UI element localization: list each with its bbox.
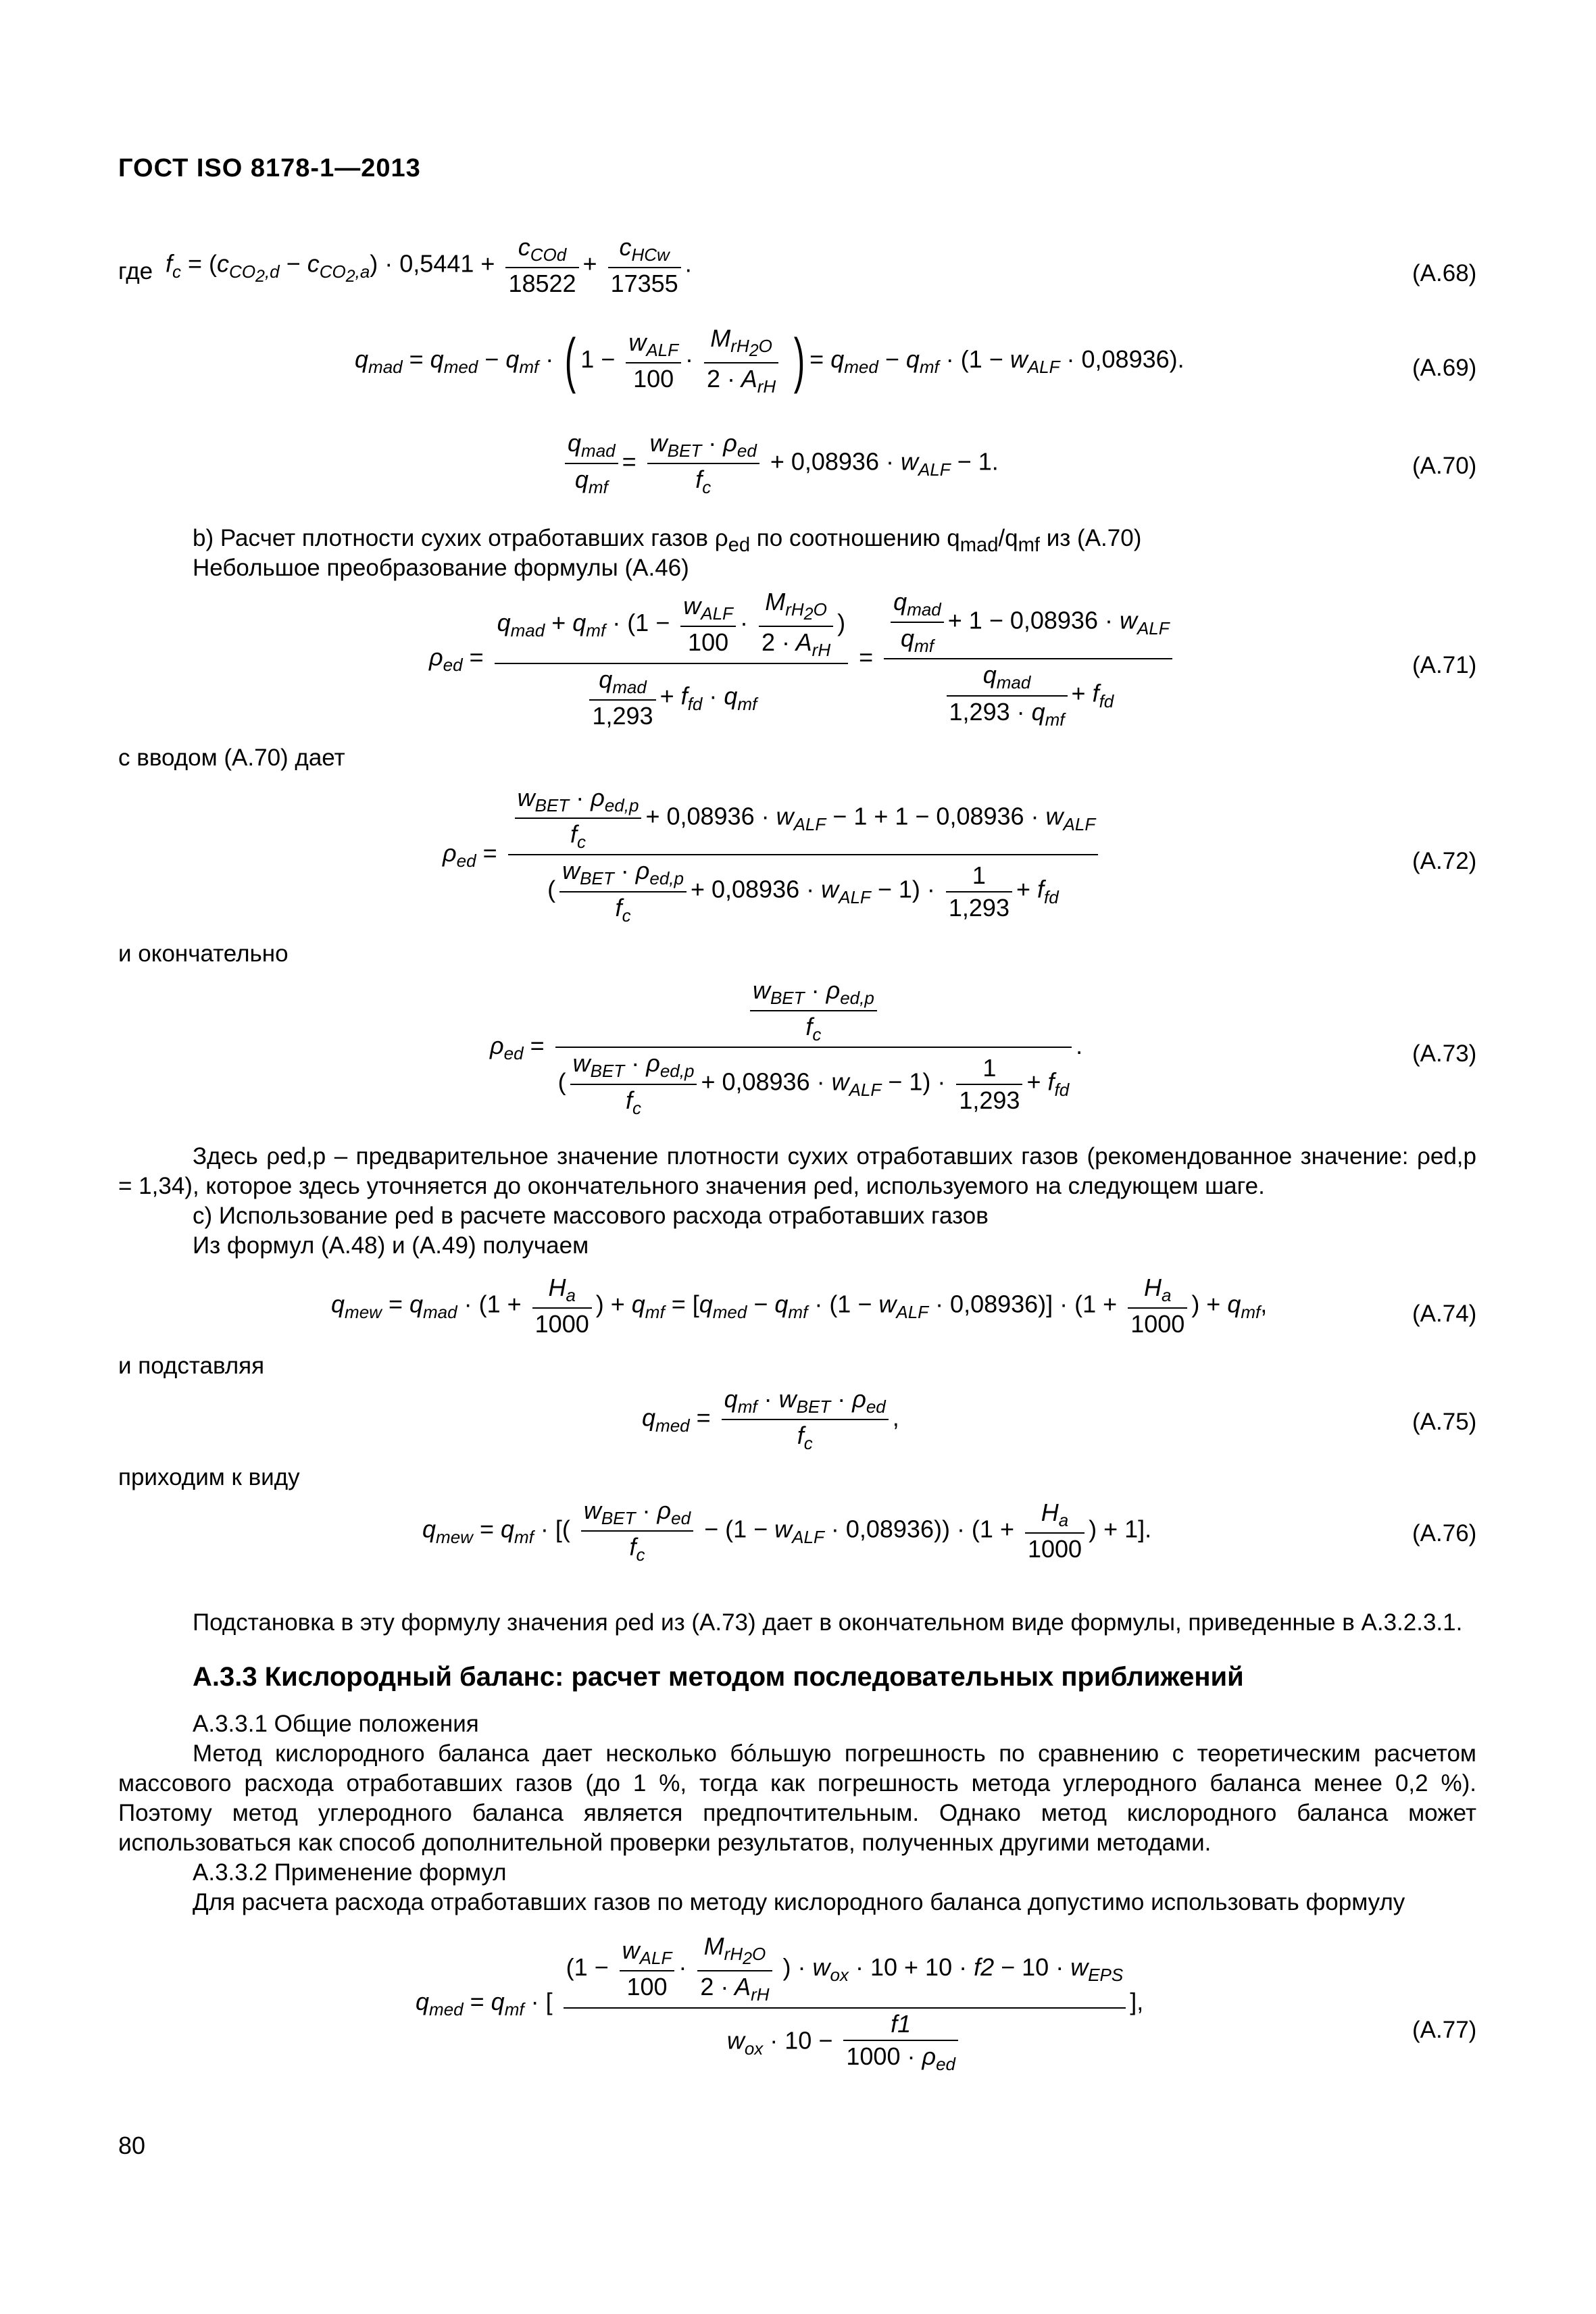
formula-a68: $f_c = (c_{CO_2,d} - c_{CO_2,a}) \cdot 0,5441$ + $c_{COd}$ 18522 + $c_{HCw}$ 17355 . — [166, 233, 692, 298]
eq-number-a70: (A.70) — [1412, 453, 1477, 479]
eq-number-a68: (A.68) — [1412, 260, 1477, 286]
label-gde: где — [118, 258, 153, 284]
formula-a72: $\rho_{ed}$ = $w_{BET} \cdot \rho_{ed,p}$ $f_c$ + $0,08936 \cdot w_{ALF} - 1 + 1 - 0,08936 \cdot w_{ALF}$ ( $w_{BET} \cdot \rho_{ed,p}$ $f_c$ + $0,08936 \cdot w_{ALF} - 1$) · $\frac{1}{1,293}$ + $f_{fd}$ — [443, 784, 1102, 926]
text-b-line: b) Расчет плотности сухих отработавших газов $\rho_{ed}$ по соотношению $q_{mad}/q_{mf}$ из (A.70) — [193, 525, 1142, 556]
eq-number-a76: (A.76) — [1412, 1520, 1477, 1546]
text-s332: А.3.3.2 Применение формул — [193, 1859, 507, 1886]
formula-a71: $\rho_{ed}$ = $q_{mad} + q_{mf} \cdot (1$ − $w_{ALF}$ 100 · $M_{rH_2O}$ $2 \cdot A_{rH}$ ) $q_{mad}$ 1,293 + $f_{fd} \cdot q_{mf}$ = $q_{mad}$ $q_{mf}$ + $1 - 0,08936 \cdot w_{ALF}$ $q_{mad}$ $1,293 \cdot q_{mf}$ + $f_{fd}$ — [429, 588, 1176, 730]
formula-a74: $q_{mew} = q_{mad} \cdot (1$ + $\frac{H_a}{1000}$ ) + $q_{mf} = [q_{med} - q_{mf} \cdot (1 - w_{ALF} \cdot 0,08936)] \cdot (1$ + $\frac{H_a}{1000}$ ) + $q_{mf}$, — [331, 1274, 1268, 1338]
text-s-vvodom: с вводом (A.70) дает — [118, 745, 345, 771]
text-iz-formul: Из формул (A.48) и (A.49) получаем — [193, 1232, 589, 1259]
text-podstanovka: Подстановка в эту формулу значения ρed из (A.73) дает в окончательном виде формулы, приведенные в A.3.2.3.1. — [193, 1609, 1463, 1636]
eq-number-a77: (A.77) — [1412, 2017, 1477, 2043]
text-i-podst: и подставляя — [118, 1353, 265, 1379]
formula-a77: $q_{med} = q_{mf}$ · [ (1 − $w_{ALF}$ 100 · $M_{rH_2O}$ $2 \cdot A_{rH}$ ) · $w_{ox} \cdot 10 + 10 \cdot f2 - 10 \cdot w_{EPS}$ $w_{ox} \cdot 10$ − f1 $1000 \cdot \rho_{ed}$ ], — [416, 1932, 1144, 2074]
text-i-okonch: и окончательно — [118, 940, 289, 967]
eq-number-a74: (A.74) — [1412, 1301, 1477, 1327]
text-c-line: с) Использование ρed в расчете массового расхода отработавших газов — [193, 1203, 989, 1229]
page-number: 80 — [118, 2132, 146, 2159]
text-b-line2: Небольшое преобразование формулы (A.46) — [193, 555, 689, 581]
eq-number-a71: (A.71) — [1412, 652, 1477, 678]
formula-a73: $\rho_{ed}$ = $w_{BET} \cdot \rho_{ed,p}$ $f_c$ ( $w_{BET} \cdot \rho_{ed,p}$ $f_c$ + $0,08936 \cdot w_{ALF} - 1$) · $\frac{1}{1,293}$ + $f_{fd}$ . — [490, 976, 1083, 1118]
formula-a76: $q_{mew} = q_{mf}$ · [( $w_{BET} \cdot \rho_{ed}$ $f_c$ − $(1 - w_{ALF} \cdot 0,08936)) \cdot (1$ + $\frac{H_a}{1000}$ ) + 1]. — [422, 1496, 1152, 1565]
eq-number-a73: (A.73) — [1412, 1040, 1477, 1067]
paragraph-zdes: Здесь ρed,p – предварительное значение плотности сухих отработавших газов (рекомендованное значение: ρed,p = 1,34), которое здесь уточняется до окончательного значения ρed, используемого на следующем шаге. — [118, 1143, 1476, 1199]
eq-number-a72: (A.72) — [1412, 848, 1477, 874]
formula-a69: $q_{mad} = q_{med} - q_{mf}$ · ( 1 − $w_{ALF}$ 100 · $M_{rH_2O}$ $2 \cdot A_{rH}$ ) = $q_{med} - q_{mf} \cdot (1 - w_{ALF} \cdot 0,08936)$. — [355, 324, 1184, 397]
document-header: ГОСТ ISO 8178-1—2013 — [118, 154, 421, 182]
paragraph-s331: Метод кислородного баланса дает несколько бóльшую погрешность по сравнению с теоретическим расчетом массового расхода отработавших газов (до 1 %, тогда как погрешность метода углеродного баланса менее 0,2 %). Поэтому метод углеродного баланса является предпочтительным. Однако метод кислородного баланса может использоваться как способ дополнительной проверки результатов, полученных другими методами. — [118, 1740, 1476, 1856]
text-prihodim: приходим к виду — [118, 1464, 300, 1490]
formula-a70: $q_{mad}$ $q_{mf}$ = $w_{BET} \cdot \rho_{ed}$ $f_c$ + $0,08936 \cdot w_{ALF} - 1$. — [561, 429, 999, 498]
eq-number-a75: (A.75) — [1412, 1409, 1477, 1435]
text-s332-body: Для расчета расхода отработавших газов по методу кислородного баланса допустимо использовать формулу — [193, 1889, 1405, 1915]
eq-number-a69: (A.69) — [1412, 355, 1477, 381]
text-s331: А.3.3.1 Общие положения — [193, 1711, 479, 1737]
section-heading-a33: А.3.3 Кислородный баланс: расчет методом последовательных приближений — [193, 1662, 1244, 1692]
formula-a75: $q_{med}$ = $q_{mf} \cdot w_{BET} \cdot \rho_{ed}$ $f_c$ , — [642, 1385, 899, 1454]
